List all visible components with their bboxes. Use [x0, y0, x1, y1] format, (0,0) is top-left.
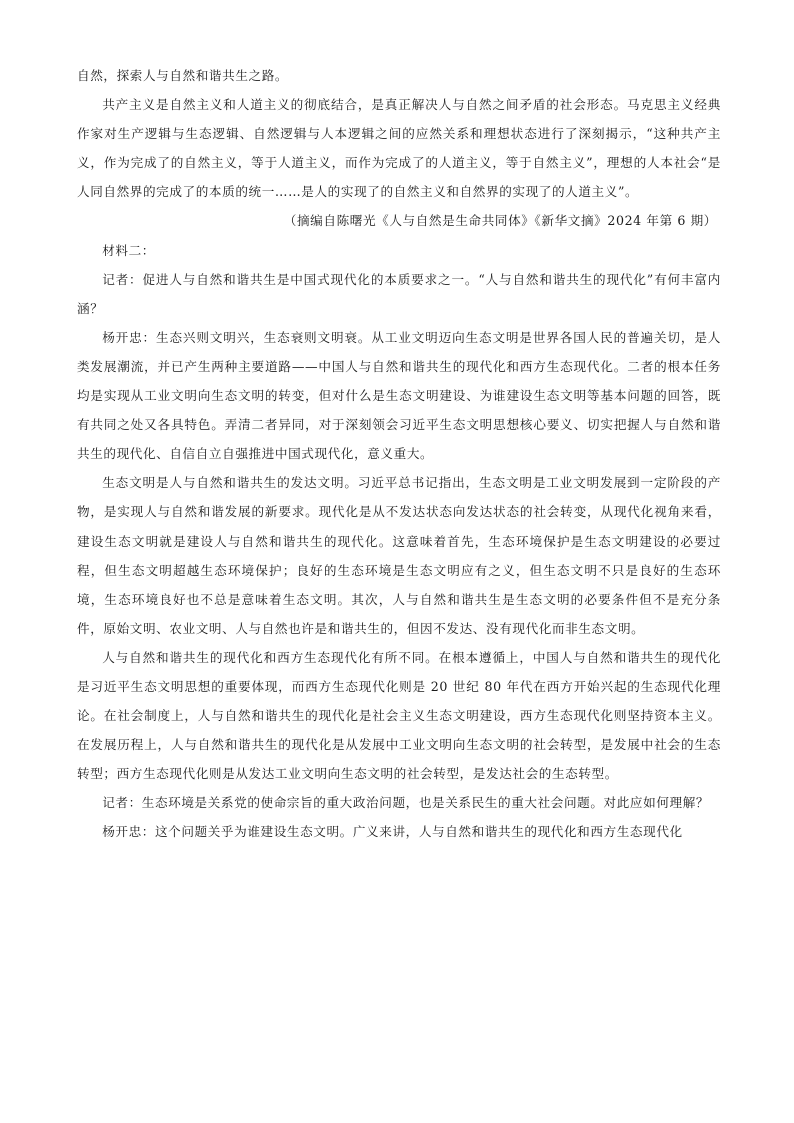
- answer-paragraph-1: 杨开忠：生态兴则文明兴，生态衰则文明衰。从工业文明迈向生态文明是世界各国人民的普遍关切，是人类发展潮流，并已产生两种主要道路——中国人与自然和谐共生的现代化和西方生态现代化。二者的根本任务均是实现从工业文明向生态文明的转变，但对什么是生态文明建设、为谁建设生态文明等基本问题的回答，既有共同之处又各具特色。弄清二者异同，对于深刻领会习近平生态文明思想核心要义、切实把握人与自然和谐共生的现代化、自信自立自强推进中国式现代化，意义重大。: [77, 329, 721, 462]
- answer-paragraph-2: 生态文明是人与自然和谐共生的发达文明。习近平总书记指出，生态文明是工业文明发展到一定阶段的产物，是实现人与自然和谐发展的新要求。现代化是从不发达状态向发达状态的社会转变，从现代化视角来看，建设生态文明就是建设人与自然和谐共生的现代化。这意味着首先，生态环境保护是生态文明建设的必要过程，但生态文明超越生态环境保护；良好的生态环境是生态文明应有之义，但生态文明不只是良好的生态环境，生态环境良好也不总是意味着生态文明。其次，人与自然和谐共生是生态文明的必要条件但不是充分条件，原始文明、农业文明、人与自然也许是和谐共生的，但因不发达、没有现代化而非生态文明。: [77, 475, 721, 636]
- source-citation: （摘编自陈曙光《人与自然是生命共同体》《新华文摘》2024 年第 6 期）: [283, 213, 717, 229]
- paragraph-communism: 共产主义是自然主义和人道主义的彻底结合，是真正解决人与自然之间矛盾的社会形态。马克思主义经典作家对生产逻辑与生态逻辑、自然逻辑与人本逻辑之间的应然关系和理想状态进行了深刻揭示，“这种共产主义，作为完成了的自然主义，等于人道主义，而作为完成了的人道主义，等于自然主义”，理想的人本社会“是人同自然界的完成了的本质的统一……是人的实现了的自然主义和自然界的实现了的人道主义”。: [77, 97, 721, 200]
- material-two-heading: 材料二：: [102, 242, 155, 258]
- answer-paragraph-4: 杨开忠：这个问题关乎为谁建设生态文明。广义来讲，人与自然和谐共生的现代化和西方生态现代化: [102, 824, 683, 840]
- reporter-question-2: 记者：生态环境是关系党的使命宗旨的重大政治问题，也是关系民生的重大社会问题。对此应如何理解？: [102, 795, 710, 811]
- reporter-question-1: 记者：促进人与自然和谐共生是中国式现代化的本质要求之一。“人与自然和谐共生的现代化”有何丰富内涵？: [77, 271, 721, 316]
- paragraph-continuation: 自然，探索人与自然和谐共生之路。: [77, 68, 289, 83]
- document-page: [77, 61, 721, 847]
- answer-paragraph-3: 人与自然和谐共生的现代化和西方生态现代化有所不同。在根本遵循上，中国人与自然和谐共生的现代化是习近平生态文明思想的重要体现，而西方生态现代化则是 20 世纪 80 年代在西方开始兴起的生态现代化理论。在社会制度上，人与自然和谐共生的现代化是社会主义生态文明建设，西方生态现代化则坚持资本主义。在发展历程上，人与自然和谐共生的现代化是从发展中工业文明向生态文明的社会转型，是发展中社会的生态转型；西方生态现代化则是从发达工业文明向生态文明的社会转型，是发达社会的生态转型。: [77, 649, 721, 782]
